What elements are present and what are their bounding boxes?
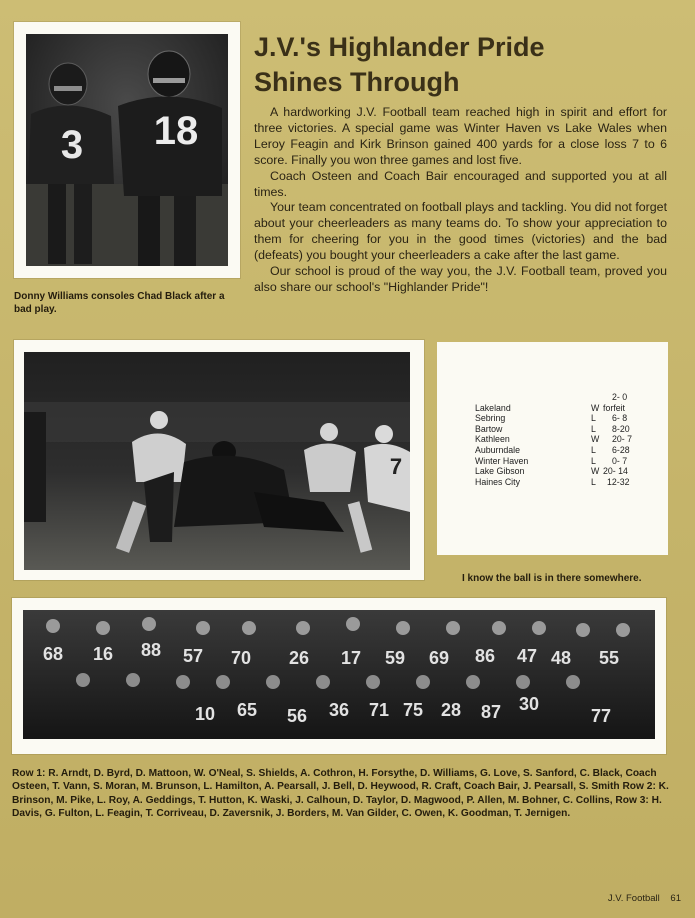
table-row bbox=[475, 413, 658, 424]
opponent-name: Lake Gibson bbox=[475, 466, 525, 477]
page-footer bbox=[600, 893, 681, 904]
opponent-name: Haines City bbox=[475, 476, 520, 487]
article-paragraph: A hardworking J.V. Football team reached high in spirit and effort for three victories. A special game was Winter Haven vs Lake Wales when Leroy Feagin and Kirk Brinson gained 400 yards for a close loss 7 to 6 score. Finally you won three games and lost five. bbox=[254, 105, 667, 167]
team-photo bbox=[23, 610, 655, 739]
team-jersey-number: 59 bbox=[385, 648, 406, 668]
game-score: 20- 7 bbox=[612, 434, 633, 445]
team-jersey-number: 17 bbox=[341, 648, 362, 668]
opponent-name: Sebring bbox=[475, 413, 506, 424]
team-jersey-number: 30 bbox=[519, 694, 540, 714]
game-score: 0- 7 bbox=[612, 455, 628, 466]
game-score: 12-32 bbox=[607, 476, 630, 487]
team-jersey-number: 70 bbox=[231, 648, 252, 668]
table-row bbox=[475, 403, 658, 414]
team-jersey-number: 28 bbox=[441, 700, 462, 720]
game-result: L bbox=[591, 413, 596, 424]
players-consoling-illustration bbox=[26, 34, 228, 266]
game-score: forfeit bbox=[603, 402, 626, 413]
team-jersey-number: 56 bbox=[287, 706, 308, 726]
results-record-row bbox=[475, 392, 658, 403]
table-row bbox=[475, 424, 658, 435]
table-row bbox=[475, 477, 658, 488]
game-result: L bbox=[591, 455, 596, 466]
team-jersey-number: 26 bbox=[289, 648, 310, 668]
table-row bbox=[475, 456, 658, 467]
action-photo-frame bbox=[14, 340, 424, 580]
game-score: 6- 8 bbox=[612, 413, 628, 424]
team-jersey-number: 65 bbox=[237, 700, 258, 720]
action-illustration bbox=[24, 352, 410, 570]
team-jersey-number: 87 bbox=[481, 702, 502, 722]
opponent-name: Auburndale bbox=[475, 444, 520, 455]
article-title-line2: Shines Through bbox=[254, 67, 460, 97]
team-jersey-number: 47 bbox=[517, 646, 538, 666]
season-results-card bbox=[437, 342, 668, 555]
team-jersey-number: 36 bbox=[329, 700, 350, 720]
game-score: 20- 14 bbox=[603, 466, 628, 477]
article-title bbox=[254, 30, 545, 100]
game-result: L bbox=[591, 476, 596, 487]
game-score: 8-20 bbox=[612, 423, 630, 434]
team-jersey-number: 88 bbox=[141, 640, 162, 660]
table-row bbox=[475, 434, 658, 445]
team-jersey-number: 71 bbox=[369, 700, 390, 720]
footer-section-name: J.V. Football bbox=[607, 893, 660, 904]
jersey-number-left: 3 bbox=[60, 123, 84, 167]
table-row bbox=[475, 445, 658, 456]
opponent-name: Kathleen bbox=[475, 434, 510, 445]
opponent-name: Lakeland bbox=[475, 402, 511, 413]
team-jersey-number: 10 bbox=[195, 704, 216, 724]
team-photo-frame bbox=[12, 598, 666, 754]
table-row bbox=[475, 466, 658, 477]
article-paragraph: Coach Osteen and Coach Bair encouraged and supported you at all times. bbox=[254, 168, 667, 199]
game-result: W bbox=[591, 466, 600, 477]
team-jersey-number: 75 bbox=[403, 700, 424, 720]
game-score: 6-28 bbox=[612, 444, 630, 455]
team-jersey-number: 69 bbox=[429, 648, 450, 668]
action-photo bbox=[24, 352, 410, 570]
team-jersey-number: 68 bbox=[43, 644, 64, 664]
team-jersey-number: 57 bbox=[183, 646, 204, 666]
players-consoling-photo bbox=[26, 34, 228, 266]
team-illustration bbox=[23, 610, 655, 739]
game-result: W bbox=[591, 402, 600, 413]
article-paragraph: Our school is proud of the way you, the J.V. Football team, proved you also share our school's "Highlander Pride"! bbox=[254, 264, 667, 294]
action-photo-caption: I know the ball is in there somewhere. bbox=[462, 573, 642, 584]
team-jersey-number: 16 bbox=[93, 644, 114, 664]
game-result: L bbox=[591, 423, 596, 434]
opponent-name: Winter Haven bbox=[475, 455, 529, 466]
opponent-name: Bartow bbox=[475, 423, 503, 434]
team-jersey-number: 48 bbox=[551, 648, 572, 668]
jersey-number-seven: 7 bbox=[389, 454, 403, 479]
team-jersey-number: 55 bbox=[599, 648, 620, 668]
article-title-line1: J.V.'s Highlander Pride bbox=[254, 32, 545, 62]
game-result: W bbox=[591, 434, 600, 445]
jersey-number-right: 18 bbox=[153, 109, 199, 153]
article-paragraph: Your team concentrated on football plays and tackling. You did not forget about your cheerleaders as many teams do. To show your appreciation to them for cheering for you in the good times (victories) and the bad (defeats) you bought your cheerleaders a cake after the last game. bbox=[254, 200, 668, 263]
season-record: 2- 0 bbox=[612, 392, 628, 402]
team-jersey-number: 77 bbox=[591, 706, 612, 726]
season-results-table bbox=[475, 392, 658, 487]
team-jersey-number: 86 bbox=[475, 646, 496, 666]
top-photo-caption: Donny Williams consoles Chad Black after a bad play. bbox=[14, 291, 225, 315]
page-number: 61 bbox=[670, 893, 681, 904]
game-result: L bbox=[591, 444, 596, 455]
team-roster-caption: Row 1: R. Arndt, D. Byrd, D. Mattoon, W. O'Neal, S. Shields, A. Cothron, H. Forsythe, D. Williams, G. Love, S. Sanford, C. Black, Coach Osteen, T. Vann, S. Moran, M. Brunson, L. Hamilton, A. Pearsall, J. Bell, D. Heywood, R. Craft, Coach Bair, J. Pearsall, S. Smith Row 2: K. Brinson, M. Pike, L. Roy, A. Geddings, T. Hutton, K. Waski, J. Calhoun, D. Taylor, D. Magwood, P. Allen, M. Bohner, C. Collins, Row 3: H. Davis, G. Fulton, L. Feagin, T. Corriveau, D. Zaversnik, J. Borders, M. Van Gilder, C. Owen, K. Goodman, T. Jernigen. bbox=[12, 768, 669, 820]
article-body bbox=[254, 105, 667, 296]
top-photo-frame bbox=[14, 22, 240, 278]
